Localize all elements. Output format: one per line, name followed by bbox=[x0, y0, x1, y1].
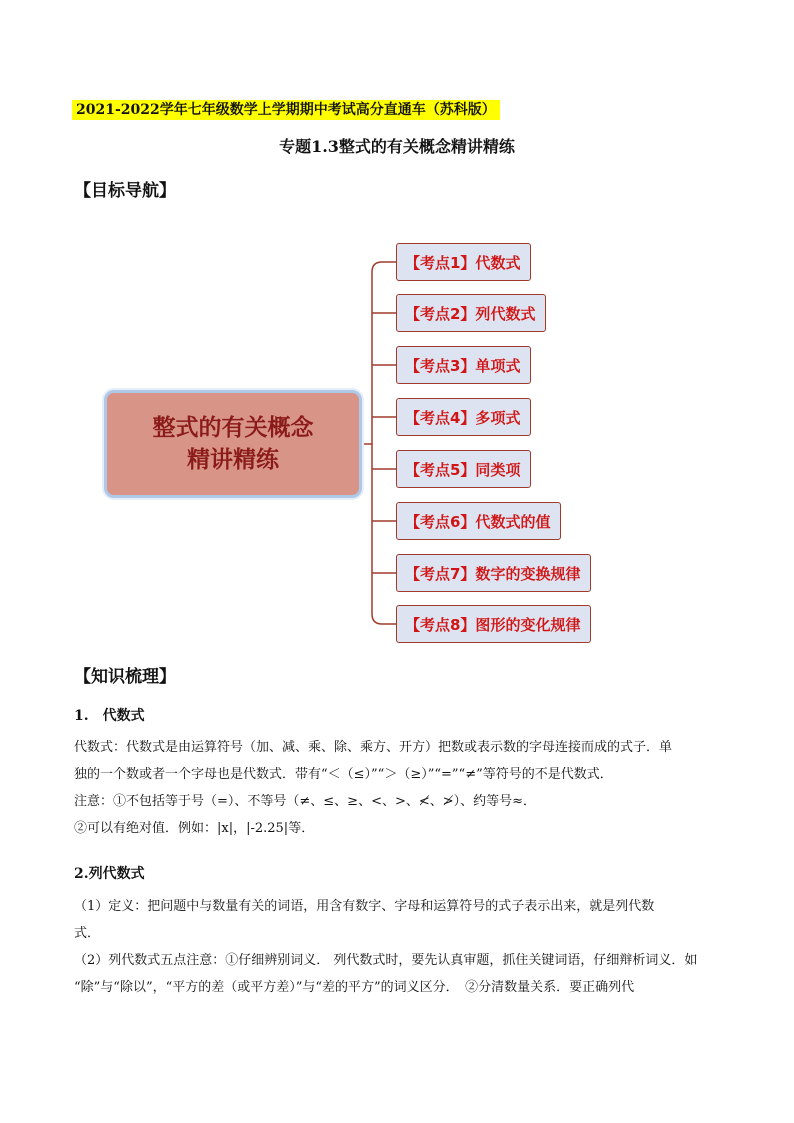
center-node-line-1: 整式的有关概念 bbox=[152, 415, 314, 441]
paragraph-line: （2）列代数式五点注意：①仔细辨别词义． 列代数式时，要先认真审题，抓住关键词语，仔细辩析词义．如 bbox=[74, 953, 698, 968]
mindmap-branch-2: 【考点2】列代数式 bbox=[396, 294, 546, 332]
section-heading-knowledge: 【知识梳理】 bbox=[74, 667, 176, 687]
subheading-writing-expressions: 2.列代数式 bbox=[74, 866, 145, 882]
paragraph-line: 注意：①不包括等于号（=）、不等号（≠、≤、≥、<、>、≮、≯）、约等号≈． bbox=[74, 794, 537, 809]
paragraph-writing-expressions bbox=[74, 893, 734, 1001]
connector-spine bbox=[372, 262, 382, 624]
mindmap-branch-6: 【考点6】代数式的值 bbox=[396, 502, 561, 540]
page-title: 专题1.3整式的有关概念精讲精练 bbox=[279, 137, 515, 156]
paragraph-line: 式． bbox=[74, 926, 101, 941]
paragraph-line: 代数式：代数式是由运算符号（加、减、乘、除、乘方、开方）把数或表示数的字母连接而成的式子．单 bbox=[74, 740, 673, 755]
paragraph-line: 独的一个数或者一个字母也是代数式．带有“＜（≤）”“＞（≥）”“=”“≠”等符号的不是代数式． bbox=[74, 767, 613, 782]
subheading-algebraic-expression: 1. 代数式 bbox=[74, 708, 145, 724]
mindmap-branch-5: 【考点5】同类项 bbox=[396, 450, 531, 488]
mindmap-branch-7: 【考点7】数字的变换规律 bbox=[396, 554, 591, 592]
mindmap-branch-4: 【考点4】多项式 bbox=[396, 398, 531, 436]
mindmap-branch-3: 【考点3】单项式 bbox=[396, 346, 531, 384]
paragraph-line: ②可以有绝对值．例如：|x|，|-2.25|等． bbox=[74, 821, 315, 836]
paragraph-definition bbox=[74, 734, 734, 842]
center-node-line-2: 精讲精练 bbox=[187, 447, 279, 473]
header-banner: 2021-2022学年七年级数学上学期期中考试高分直通车（苏科版） bbox=[72, 100, 500, 120]
mindmap-branch-1: 【考点1】代数式 bbox=[396, 243, 531, 281]
mindmap-center-node bbox=[104, 390, 362, 498]
paragraph-line: “除”与“除以”，“平方的差（或平方差）”与“差的平方”的词义区分． ②分清数量关系．要正确列代 bbox=[74, 980, 635, 995]
mindmap-branch-8: 【考点8】图形的变化规律 bbox=[396, 605, 591, 643]
section-heading-target-nav: 【目标导航】 bbox=[74, 181, 176, 201]
paragraph-line: （1）定义：把问题中与数量有关的词语，用含有数字、字母和运算符号的式子表示出来，就是列代数 bbox=[74, 899, 655, 914]
